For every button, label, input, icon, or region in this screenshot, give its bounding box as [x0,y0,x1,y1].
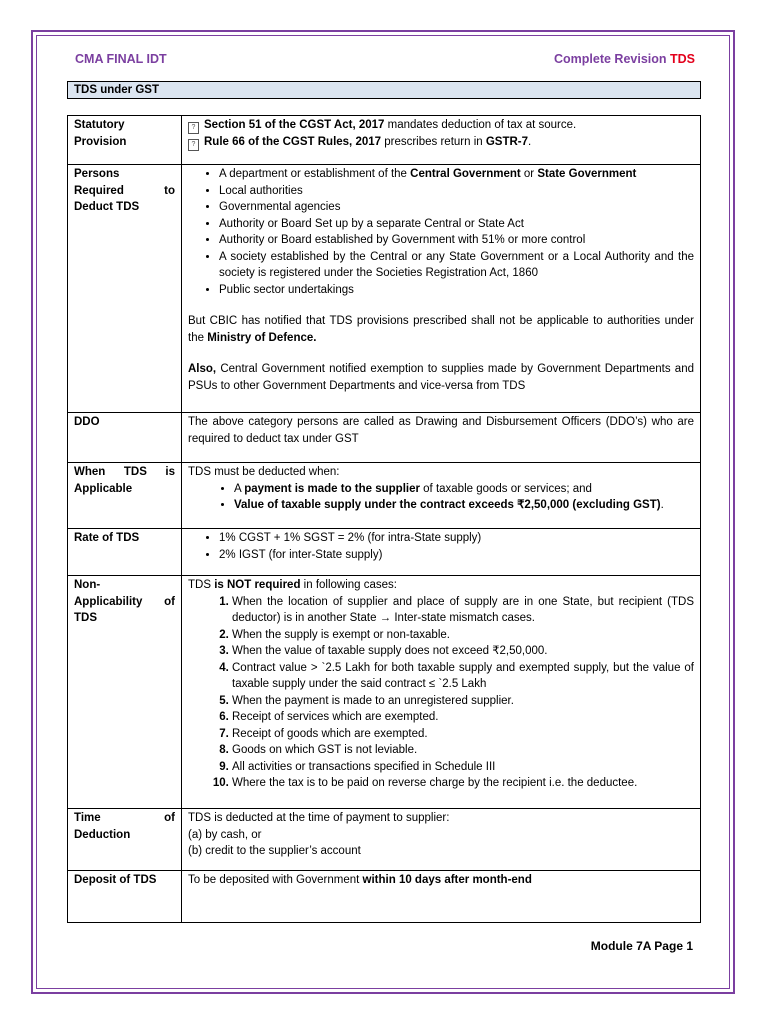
header-left-title: CMA FINAL IDT [75,52,167,66]
table-row [68,576,701,809]
deposit-text: To be deposited with Government [188,874,363,886]
list-item: • Governmental agencies [219,199,694,216]
time-line-2: (a) by cash, or [188,828,262,841]
statutory-line-2-end: . [528,136,532,148]
header-right-prefix: Complete Revision [554,52,670,66]
square-bullet-icon: ? [188,122,199,134]
list-item [234,497,694,514]
row-label-time [68,809,182,871]
time-line-3: (b) credit to the supplier’s account [188,845,361,857]
time-label-line-2: Deduction [74,828,131,841]
list-item: • Public sector undertakings [219,282,694,299]
time-label-time: Time [74,812,101,824]
row-content-when [182,463,701,529]
when-label-tds: TDS [123,466,147,478]
statutory-gstr7: GSTR-7 [485,136,529,148]
persons-central-govt: Central Government [410,168,521,180]
deposit-deadline: within 10 days after month-end [362,874,532,886]
row-label-deposit: Deposit of TDS [68,871,182,923]
when-label-is: is [165,466,175,478]
persons-cbic-text: But CBIC has notified that TDS provisions prescribed shall not be applicable to authorities under the [188,315,694,344]
statutory-line-1-text: mandates deduction of tax at source. [384,119,577,131]
table-row [68,809,701,871]
row-label-persons [68,165,182,413]
non-app-label-applicability: Applicability [74,595,143,608]
persons-item-1-text: A department or establishment of the [219,168,411,180]
non-app-label-line-1: Non- [74,579,101,591]
list-item: 3. When the value of taxable supply does not exceed ₹2,50,000. [232,643,694,660]
when-label-line-2: Applicable [74,482,133,495]
header-right-title [554,52,695,66]
list-item: • A society established by the Central or any State Government or a Local Authority and the society is registered under the Societies Registration Act, 1860 [219,249,694,282]
section-title: TDS under GST [67,81,701,99]
persons-list [188,166,694,298]
rate-list [188,530,694,563]
persons-exemption-text: Central Government notified exemption to supplies made by Government Departments and PSUs to other Government Departments and vice-versa from TDS [188,363,694,392]
row-label-non-applicability [68,576,182,809]
table-row [68,463,701,529]
time-label-line-1 [74,810,175,827]
list-item: 7. Receipt of goods which are exempted. [232,726,694,743]
spacer [188,298,694,313]
when-item-2-bold: Value of taxable supply under the contract exceeds ₹2,50,000 (excluding GST) [234,499,661,511]
when-item-2-end: . [660,499,664,511]
list-item: 8. Goods on which GST is not leviable. [232,742,694,759]
row-content-persons [182,165,701,413]
row-label-ddo: DDO [68,413,182,463]
statutory-line-2-text: prescribes return in [381,136,486,148]
time-label-of: of [164,812,175,824]
statutory-line-2 [188,134,694,151]
persons-item-1-or: or [520,168,538,180]
time-line-1: TDS is deducted at the time of payment to supplier: [188,812,450,824]
persons-label-line-3: Deduct TDS [74,201,140,213]
non-app-label-line-2 [74,594,175,611]
table-row [68,116,701,165]
when-list [188,481,694,514]
non-app-list [188,594,694,792]
row-content-deposit [182,871,701,923]
persons-ministry-defence: Ministry of Defence. [207,331,317,344]
persons-exemption-note [188,361,694,394]
list-item: 1. When the location of supplier and place of supply are in one State, but recipient (TDS deductor) is in another State → Inter-state mismatch cases. [232,594,694,627]
statutory-line-1 [188,117,694,134]
non-app-not-required: is NOT required [214,579,301,591]
page-footer: Module 7A Page 1 [590,939,693,953]
row-label-statutory: Statutory Provision [68,116,182,165]
persons-also: Also, [188,363,217,375]
when-label-line-1 [74,464,175,481]
list-item: • Authority or Board established by Government with 51% or more control [219,232,694,249]
list-item: 10. Where the tax is to be paid on reverse charge by the recipient i.e. the deductee. [232,775,694,792]
persons-cbic-note [188,313,694,346]
non-app-label-of: of [164,595,175,608]
row-content-rate [182,529,701,576]
tds-table [67,115,701,923]
list-item: • 1% CGST + 1% SGST = 2% (for intra-State supply) [219,530,694,547]
persons-state-govt: State Government [537,168,637,180]
header-right-accent: TDS [670,52,695,66]
table-row [68,871,701,923]
list-item [234,481,694,498]
row-label-rate: Rate of TDS [68,529,182,576]
row-content-time [182,809,701,871]
row-content-ddo: The above category persons are called as Drawing and Disbursement Officers (DDO’s) who are required to deduct tax under GST [182,413,701,463]
table-row [68,413,701,463]
row-content-statutory [182,116,701,165]
when-intro: TDS must be deducted when: [188,466,340,478]
list-item: • Local authorities [219,183,694,200]
list-item: 5. When the payment is made to an unregistered supplier. [232,693,694,710]
row-label-when [68,463,182,529]
when-item-1-bold: payment is made to the supplier [244,482,420,495]
spacer [188,346,694,361]
table-row [68,529,701,576]
list-item: 2. When the supply is exempt or non-taxable. [232,627,694,644]
non-app-label-line-3: TDS [74,612,97,624]
non-app-intro [188,577,694,594]
row-content-non-applicability [182,576,701,809]
persons-label-required: Required [74,184,124,197]
when-label-when: When [74,466,106,478]
list-item: • 2% IGST (for inter-State supply) [219,547,694,564]
list-item: 9. All activities or transactions specified in Schedule III [232,759,694,776]
persons-label-line-1: Persons [74,168,120,180]
list-item [219,166,694,183]
list-item: • Authority or Board Set up by a separate Central or State Act [219,216,694,233]
persons-label-to: to [164,184,175,197]
list-item: 4. Contract value > `2.5 Lakh for both taxable supply and exempted supply, but the value of taxable supply under the said contract ≤ `2.5 Lakh [232,660,694,693]
statutory-section-51: Section 51 of the CGST Act, 2017 [204,119,385,131]
square-bullet-icon: ? [188,139,199,151]
when-item-1-rest: of taxable goods or services; and [419,482,592,495]
non-app-intro-rest: in following cases: [300,579,398,591]
table-row [68,165,701,413]
persons-label-line-2 [74,183,175,200]
non-app-intro-tds: TDS [188,579,215,591]
list-item: 6. Receipt of services which are exempted. [232,709,694,726]
statutory-rule-66: Rule 66 of the CGST Rules, 2017 [204,136,382,148]
when-item-1-a: A [234,482,245,495]
